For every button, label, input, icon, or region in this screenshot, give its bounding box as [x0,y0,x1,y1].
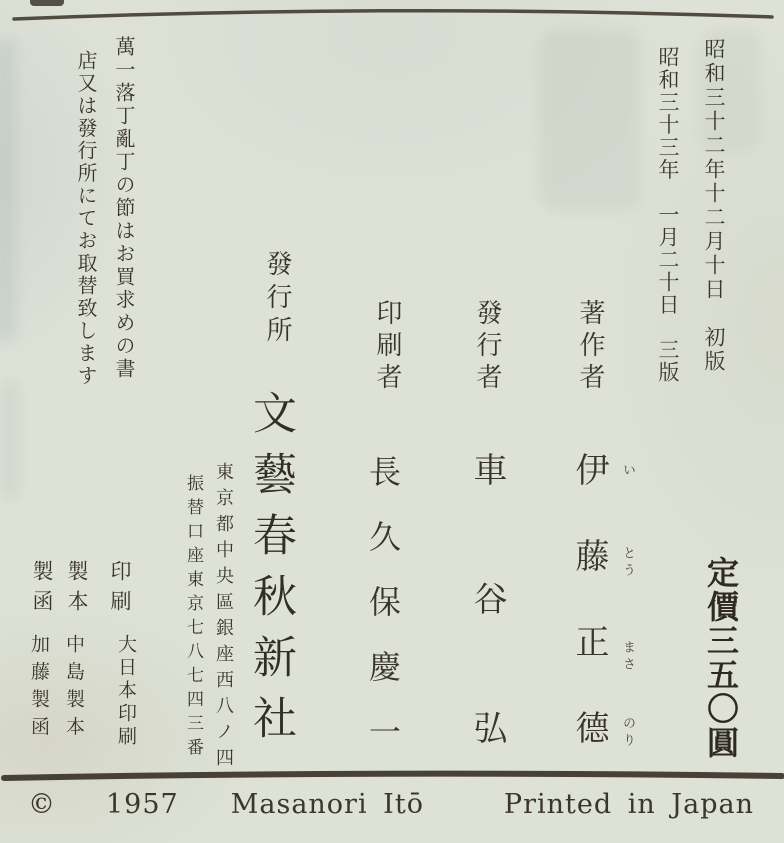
publishing-house-name: 文藝春秋新社 [245,390,296,756]
top-rule [0,0,784,30]
case-making-company: 加藤製函 [28,634,50,744]
publisher-name: 車谷弘 [467,452,507,839]
author-furigana: のり [620,716,635,750]
binding-label: 製本 [65,560,89,620]
publisher-label: 發行者 [472,299,502,395]
first-edition-date: 昭和三十二年十二月十日 初版 [702,38,726,374]
copyright-year: 1957 [106,789,179,820]
price: 定價三五〇圓 [702,556,740,760]
printer-name: 長久保慶一 [364,455,402,780]
show-through-smudge [540,30,640,210]
replacement-notice-line-2: 店又は發行所にてお取替致します [74,50,98,388]
author-furigana: い [620,463,635,480]
printing-label: 印刷 [108,560,132,620]
author-label: 著作者 [575,299,605,395]
author-furigana: とう [620,546,635,580]
copyright-holder: Masanori Itō [230,789,424,820]
third-edition-date: 昭和三十三年 一月二十日 三版 [656,46,680,384]
binding-company: 中島製本 [63,634,85,744]
case-making-label: 製函 [30,560,54,620]
show-through-smudge [0,40,16,340]
replacement-notice-line-1: 萬一落丁亂丁の節はお買求めの書 [112,36,136,381]
footer-line [0,789,784,820]
publishing-house-address: 東京都中央區銀座西八ノ四 [213,462,234,774]
printed-in-japan: Printed in Japan [503,789,754,820]
printing-company: 大日本印刷 [115,634,137,749]
show-through-smudge [2,380,18,500]
copyright-icon: © [28,789,56,820]
postal-transfer-account: 振替口座東京七八七四三番 [183,474,203,762]
author-furigana: まさ [620,640,635,674]
printer-label: 印刷者 [372,299,402,395]
page-edge-mark [30,0,64,6]
author-name: 伊藤正德 [569,452,609,796]
publishing-house-label: 發行所 [262,250,292,349]
